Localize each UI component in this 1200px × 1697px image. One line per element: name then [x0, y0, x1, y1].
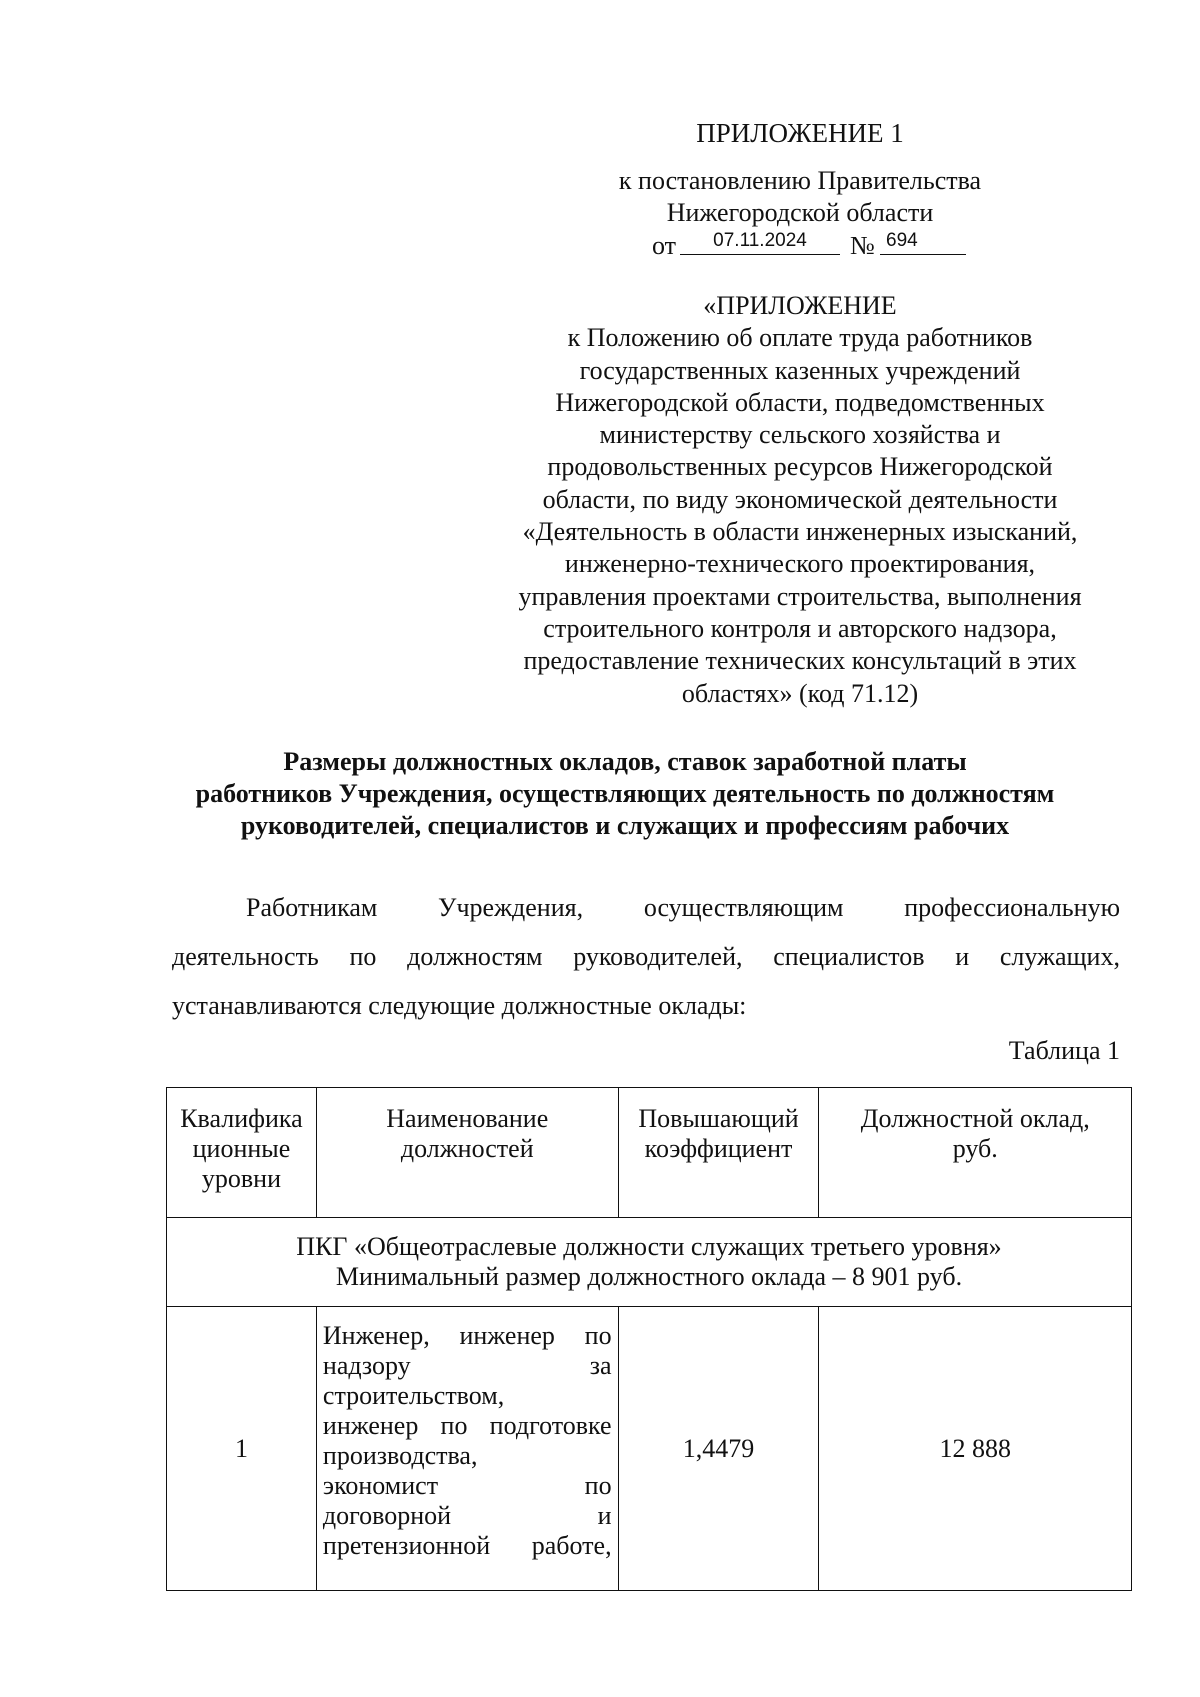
- paragraph-word: деятельность: [172, 942, 319, 971]
- position-name-line: производства,: [322, 1441, 478, 1470]
- header-text: Наименование: [386, 1104, 549, 1133]
- paragraph-word: осуществляющим: [643, 893, 844, 922]
- paragraph-word: Работникам: [246, 893, 378, 922]
- position-name-line: инженер по подготовке: [322, 1411, 612, 1440]
- appendix-line: управления проектами строительства, выполнения: [518, 581, 1082, 611]
- header-coefficient: [618, 1088, 819, 1218]
- table-caption: Таблица 1: [1008, 1036, 1120, 1065]
- appendix-line: области, по виду экономической деятельности: [542, 484, 1058, 514]
- position-name-cell: [316, 1307, 618, 1591]
- date-number-line: [500, 228, 1100, 260]
- paragraph-line: [172, 942, 1120, 972]
- paragraph-word: профессиональную: [904, 893, 1120, 922]
- document-heading: [150, 746, 1100, 842]
- appendix-line: продовольственных ресурсов Нижегородской: [547, 452, 1053, 482]
- header-text: Повышающий: [638, 1104, 799, 1133]
- table-group-row: [167, 1218, 1132, 1307]
- group-min-salary: Минимальный размер должностного оклада – 8 901 руб.: [335, 1262, 963, 1291]
- header-text: ционные: [192, 1134, 291, 1163]
- number-sign: №: [850, 231, 875, 260]
- table-header-row: [167, 1088, 1132, 1218]
- header-position-name: [316, 1088, 618, 1218]
- position-name-line: экономист по: [322, 1471, 612, 1500]
- appendix-line: «Деятельность в области инженерных изысканий,: [522, 517, 1078, 547]
- header-text: уровни: [201, 1164, 281, 1193]
- header-text: коэффициент: [644, 1134, 793, 1163]
- paragraph-line: устанавливаются следующие должностные оклады:: [172, 991, 747, 1020]
- resolution-reference: [500, 165, 1100, 229]
- appendix-line: государственных казенных учреждений: [579, 355, 1021, 385]
- position-name-line: договорной и: [322, 1501, 612, 1530]
- header-text: Должностной оклад,: [860, 1104, 1090, 1133]
- heading-line: работников Учреждения, осуществляющих деятельность по должностям: [195, 779, 1055, 808]
- group-title: ПКГ «Общеотраслевые должности служащих третьего уровня»: [296, 1232, 1002, 1261]
- coefficient-cell: 1,4479: [618, 1307, 819, 1591]
- header-text: Квалифика: [180, 1104, 303, 1133]
- position-name-line: строительством,: [322, 1381, 505, 1410]
- resolution-number: 694: [880, 228, 966, 255]
- appendix-line: инженерно-технического проектирования,: [564, 549, 1036, 579]
- position-name-line: надзору за: [322, 1351, 612, 1380]
- paragraph-word: должностям: [407, 942, 543, 971]
- appendix-line: к Положению об оплате труда работников: [567, 323, 1033, 353]
- salary-table: [166, 1087, 1132, 1591]
- appendix-line: «ПРИЛОЖЕНИЕ: [703, 291, 897, 320]
- paragraph-line: [246, 893, 1120, 923]
- position-name-line: претензионной работе,: [322, 1531, 612, 1560]
- table-row: [167, 1307, 1132, 1591]
- professional-group-cell: [167, 1218, 1132, 1307]
- header-text: должностей: [400, 1134, 534, 1163]
- heading-line: Размеры должностных окладов, ставок заработной платы: [283, 747, 967, 776]
- paragraph-word: Учреждения,: [438, 893, 584, 922]
- header-qualification-level: [167, 1088, 317, 1218]
- qualification-level-cell: 1: [167, 1307, 317, 1591]
- date-prefix: от: [652, 231, 677, 260]
- resolution-line: к постановлению Правительства: [618, 166, 982, 195]
- appendix-line: Нижегородской области, подведомственных: [555, 387, 1045, 417]
- resolution-line: Нижегородской области: [666, 198, 934, 227]
- paragraph-word: руководителей,: [573, 942, 743, 971]
- paragraph-word: по: [349, 942, 377, 971]
- paragraph-word: и: [955, 942, 970, 971]
- appendix-line: министерству сельского хозяйства и: [599, 420, 1001, 450]
- header-salary: [819, 1088, 1132, 1218]
- appendix-description: [500, 290, 1100, 710]
- resolution-date: 07.11.2024: [680, 228, 840, 255]
- paragraph-word: служащих,: [999, 942, 1120, 971]
- appendix-line: предоставление технических консультаций в этих: [523, 646, 1077, 676]
- position-name-list: [317, 1307, 618, 1561]
- appendix-line: областях» (код 71.12): [681, 678, 919, 708]
- position-name-line: Инженер, инженер по: [322, 1321, 612, 1350]
- appendix-line: строительного контроля и авторского надзора,: [543, 613, 1057, 643]
- salary-cell: 12 888: [819, 1307, 1132, 1591]
- appendix-title: ПРИЛОЖЕНИЕ 1: [696, 118, 904, 148]
- header-text: руб.: [952, 1134, 998, 1163]
- heading-line: руководителей, специалистов и служащих и профессиям рабочих: [240, 811, 1010, 840]
- paragraph-word: специалистов: [773, 942, 925, 971]
